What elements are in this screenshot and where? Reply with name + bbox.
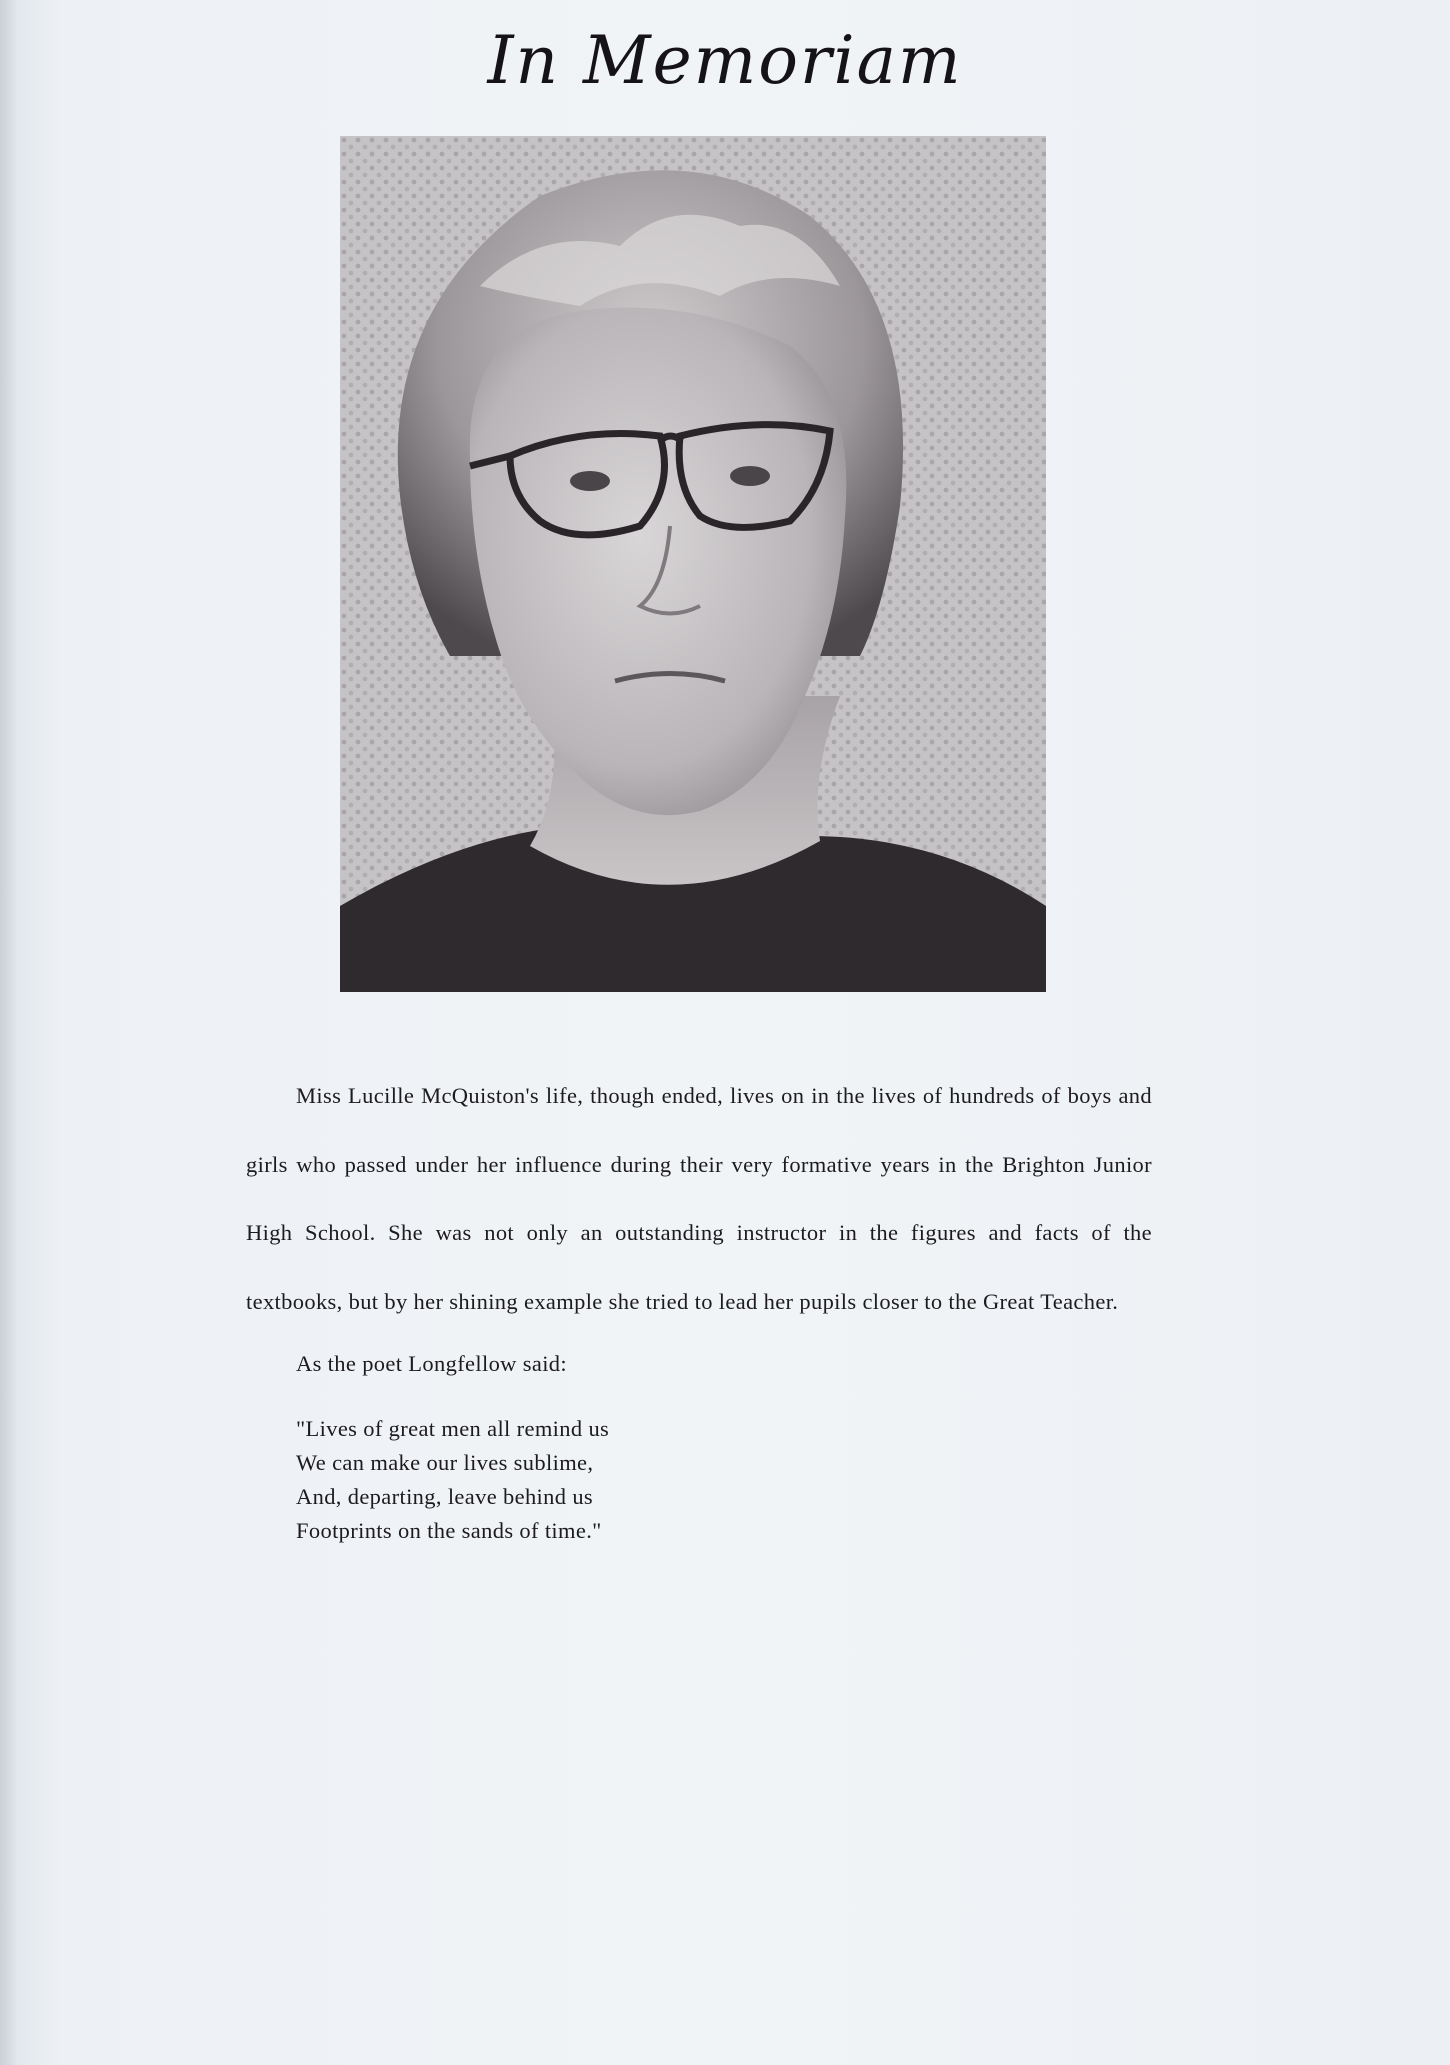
page-title: In Memoriam [487, 22, 963, 99]
memorial-paragraph: Miss Lucille McQuiston's life, though ended, lives on in the lives of hundreds of boys and girls who passed under her influence during their very formative years in the Brighton Junior High School. She was not only an outstanding instructor in the figures and facts of the textbooks, but by her shining example she tried to lead her pupils closer to the Great Teacher. [246, 1083, 1152, 1314]
poem-line: And, departing, leave behind us [296, 1484, 594, 1509]
portrait-photo [340, 136, 1046, 992]
memorial-text [246, 1062, 1152, 1548]
poem-line: Footprints on the sands of time." [296, 1518, 602, 1543]
left-eye [570, 471, 610, 491]
poem-line: "Lives of great men all remind us [296, 1416, 610, 1441]
portrait-illustration [340, 136, 1046, 992]
poem-line: We can make our lives sublime, [296, 1450, 594, 1475]
poem-intro: As the poet Longfellow said: [296, 1351, 567, 1376]
poem [296, 1412, 1152, 1548]
right-eye [730, 466, 770, 486]
